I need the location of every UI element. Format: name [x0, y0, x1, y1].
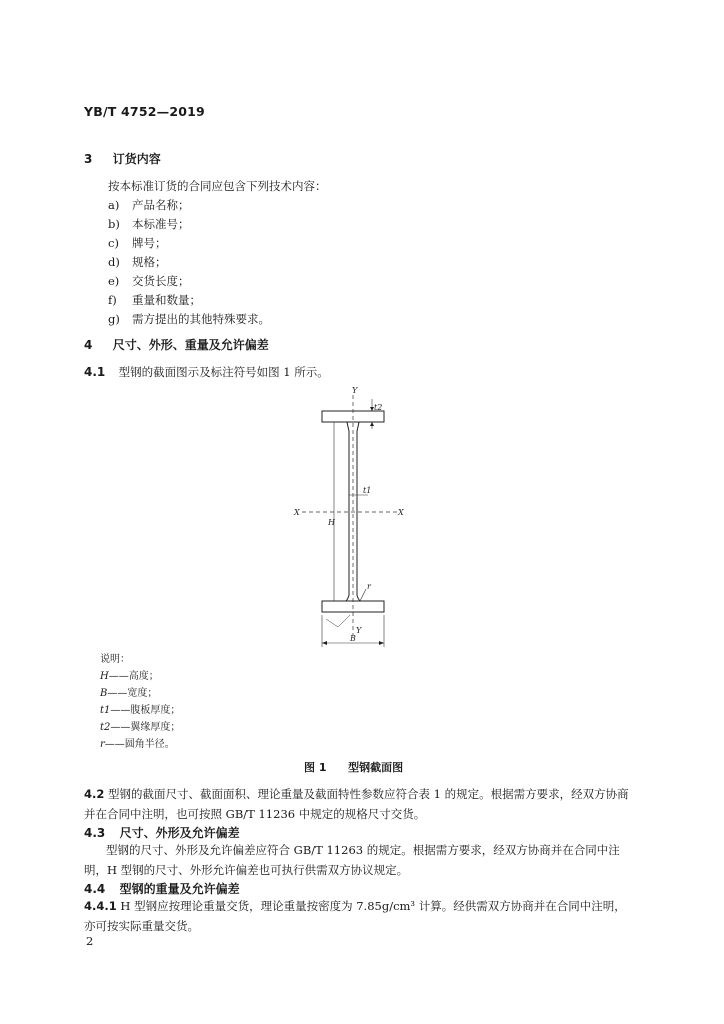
clause-4-1-text: 型钢的截面图示及标注符号如图 1 所示。 [118, 365, 329, 379]
clause-4-2-text: 型钢的截面尺寸、截面面积、理论重量及截面特性参数应符合表 1 的规定。根据需方要求，经双方协商并在合同中注明，也可按照 GB/T 11236 中规定的规格尺寸交货。 [84, 787, 629, 821]
h-label: H [328, 518, 335, 527]
section-3-title: 订货内容 [112, 152, 161, 166]
legend-item: t1——腹板厚度； [100, 705, 181, 716]
clause-4-4-1-number: 4.4.1 [84, 899, 117, 913]
section-4-title: 尺寸、外形、重量及允许偏差 [112, 338, 269, 352]
legend-item: t2——翼缘厚度； [100, 722, 181, 733]
list-item: d) 规格； [108, 255, 167, 269]
clause-4-3-heading: 4.3 尺寸、外形及允许偏差 [84, 826, 240, 840]
clause-4-4-heading: 4.4 型钢的重量及允许偏差 [84, 882, 240, 896]
page-number: 2 [86, 934, 94, 948]
list-item: f) 重量和数量； [108, 293, 201, 307]
list-item: a) 产品名称； [108, 198, 190, 212]
list-item: g) 需方提出的其他特殊要求。 [108, 312, 270, 326]
list-item: e) 交货长度； [108, 274, 190, 288]
clause-4-2 [84, 784, 632, 824]
clause-4-1-number: 4.1 [84, 365, 106, 379]
clause-4-1 [84, 364, 329, 380]
beam-section-drawing [290, 383, 410, 653]
t1-label: t1 [363, 486, 372, 495]
legend-item: r——圆角半径。 [100, 739, 175, 750]
legend-item: H——高度； [100, 671, 159, 682]
clause-4-3-text: 型钢的尺寸、外形及允许偏差应符合 GB/T 11263 的规定。根据需方要求，经双方协商并在合同中注明，H 型钢的尺寸、外形允许偏差也可执行供需双方协议规定。 [84, 843, 620, 877]
figure-caption [304, 759, 403, 775]
figure-caption-number: 图 1 [304, 761, 327, 774]
figure-caption-text: 型钢截面图 [348, 761, 404, 774]
section-3-intro: 按本标准订货的合同应包含下列技术内容： [108, 179, 327, 193]
y-axis-top-label: Y [352, 386, 358, 395]
clause-4-2-number: 4.2 [84, 787, 105, 801]
list-item: c) 牌号； [108, 236, 167, 250]
section-3-heading [84, 150, 161, 167]
t2-label: t2 [374, 403, 383, 412]
web [346, 422, 360, 601]
r-label: r [367, 582, 371, 591]
legend-title: 说明： [100, 654, 130, 665]
beam-section-figure [290, 383, 410, 657]
legend-item: B——宽度； [100, 688, 158, 699]
clause-4-4-1-text: H 型钢应按理论重量交货，理论重量按密度为 7.85g/cm³ 计算。经供需双方协商并在合同中注明，亦可按实际重量交货。 [84, 899, 626, 933]
section-4-heading [84, 336, 269, 353]
x-axis-left-label: X [294, 508, 300, 517]
standard-number: YB/T 4752—2019 [84, 104, 205, 119]
list-item: b) 本标准号； [108, 217, 190, 231]
section-4-number: 4 [84, 338, 93, 352]
y-axis-bottom-label: Y [356, 626, 362, 635]
b-label: B [350, 634, 356, 643]
x-axis-right-label: X [398, 508, 404, 517]
section-3-number: 3 [84, 152, 93, 166]
clause-4-4-1 [84, 896, 632, 936]
